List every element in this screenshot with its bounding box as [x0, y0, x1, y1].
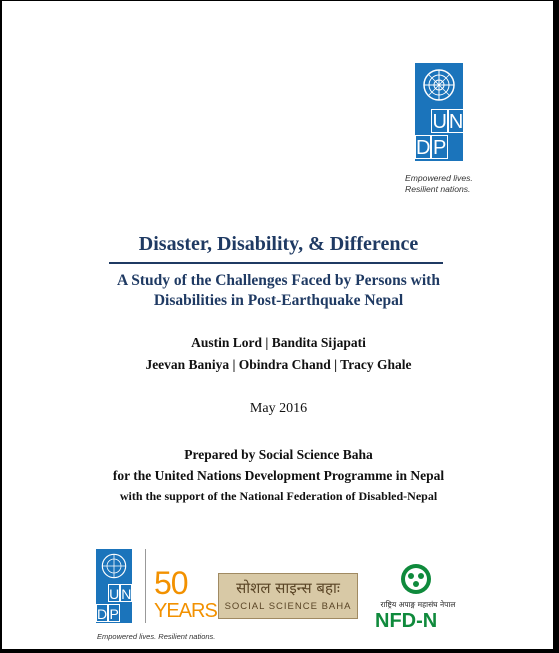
report-title: Disaster, Disability, & Difference: [138, 233, 419, 255]
subtitle-line1: A Study of the Challenges Faced by Persons with: [117, 272, 440, 289]
subtitle-line2: Disabilities in Post-Earthquake Nepal: [153, 292, 404, 309]
undp-tagline: [405, 173, 495, 195]
undp-tagline-line1: Empowered lives.: [405, 173, 473, 183]
nfdn-emblem-icon: [400, 563, 432, 595]
anniversary-number: 50: [154, 565, 188, 601]
support-line: with the support of the National Federation of Disabled-Nepal: [119, 489, 438, 503]
undp-letter-p: P: [433, 137, 447, 159]
anniversary-word: YEARS: [154, 600, 217, 622]
prepared-for: for the United Nations Development Programme in Nepal: [112, 468, 445, 483]
baha-script-text: सोशल साइन्स बहाः: [236, 579, 340, 597]
undp-logo: [415, 63, 463, 161]
undp-letter-u: U: [432, 111, 447, 133]
undp-letter-u: U: [109, 586, 120, 602]
undp-letter-p: P: [109, 606, 119, 622]
prepared-by-block: [2, 444, 555, 507]
nfdn-name: NFD-N: [375, 610, 438, 632]
social-science-baha-logo: [218, 573, 358, 619]
baha-name: SOCIAL SCIENCE BAHA: [224, 601, 352, 612]
undp-letter-d: D: [416, 137, 431, 159]
authors: [2, 332, 555, 376]
undp-letter-d: D: [97, 606, 108, 622]
authors-line2: Jeevan Baniya | Obindra Chand | Tracy Ghale: [145, 357, 412, 372]
nfdn-nepali-name: राष्ट्रिय अपाङ्ग महासंघ नेपाल: [380, 600, 456, 609]
logo-divider: [145, 549, 146, 623]
prepared-by: Prepared by Social Science Baha: [184, 447, 373, 462]
undp-letter-n: N: [448, 111, 464, 133]
publication-date: May 2016: [249, 401, 308, 416]
undp-tagline-line2: Resilient nations.: [405, 184, 471, 194]
title-underline: [109, 262, 443, 264]
report-subtitle: [2, 271, 555, 311]
authors-line1: Austin Lord | Bandita Sijapati: [191, 335, 366, 350]
undp-logo-box: [415, 63, 463, 161]
un-emblem-icon: [421, 67, 457, 103]
undp-logo-small: [96, 549, 132, 623]
undp-letter-n: N: [121, 586, 132, 602]
un-emblem-icon: [100, 552, 128, 580]
undp-tagline-small: Empowered lives. Resilient nations.: [97, 632, 216, 641]
